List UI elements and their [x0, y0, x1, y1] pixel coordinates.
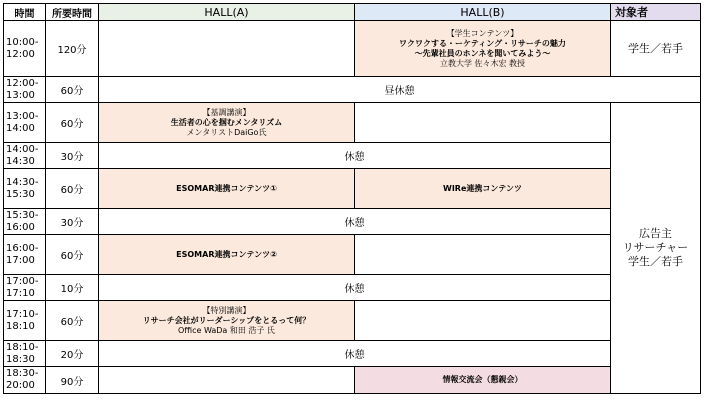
time-end: 12:00 [6, 48, 35, 60]
hall-a-empty-slot [99, 21, 355, 77]
table-row [4, 103, 701, 143]
time-start: 18:10- [6, 341, 39, 353]
session-category: 【学生コンテンツ】 [446, 28, 519, 38]
header-audience: 対象者 [611, 4, 701, 21]
time-cell [4, 103, 46, 143]
time-end: 15:30 [6, 188, 35, 200]
time-start: 15:30- [6, 209, 39, 221]
table-row [4, 21, 701, 77]
break-cell: 休憩 [99, 275, 611, 301]
time-start: 13:00- [6, 110, 39, 122]
duration-cell: 60分 [46, 103, 99, 143]
session-category: 【基調講演】 [202, 107, 251, 117]
table-row [4, 77, 701, 103]
duration-cell: 60分 [46, 77, 99, 103]
session-title: リサーチ会社がリーダーシップをとるって何？ [142, 315, 311, 325]
table-row [4, 235, 701, 275]
table-row [4, 341, 701, 367]
time-end: 16:00 [6, 221, 35, 233]
time-end: 18:30 [6, 353, 35, 365]
time-end: 17:00 [6, 254, 35, 266]
lunch-break: 昼休憩 [99, 77, 701, 103]
audience-line: 学生／若手 [628, 255, 683, 268]
time-start: 16:00- [6, 242, 39, 254]
time-cell [4, 341, 46, 367]
time-end: 13:00 [6, 89, 35, 101]
session-title: ESOMAR連携コンテンツ① [176, 183, 277, 193]
time-start: 17:00- [6, 275, 39, 287]
session-speaker: Office WaDa 和田 浩子 氏 [178, 325, 275, 335]
hall-b-empty-slot [355, 301, 611, 341]
time-start: 10:00- [6, 36, 39, 48]
time-end: 14:00 [6, 122, 35, 134]
time-start: 12:00- [6, 77, 39, 89]
table-row [4, 367, 701, 394]
audience-line: 広告主 [639, 227, 672, 240]
duration-cell: 90分 [46, 367, 99, 394]
header-hall-a: HALL(A) [99, 4, 355, 21]
duration-cell: 30分 [46, 209, 99, 235]
duration-cell: 60分 [46, 301, 99, 341]
session-speaker: メンタリストDaiGo氏 [186, 127, 267, 137]
schedule-grid [3, 3, 701, 394]
networking-session [355, 367, 611, 394]
session-title: WIRe連携コンテンツ [443, 183, 522, 193]
break-cell: 休憩 [99, 143, 611, 169]
time-start: 14:00- [6, 143, 39, 155]
audience-cell: 学生／若手 [611, 21, 701, 77]
session-title: ESOMAR連携コンテンツ② [176, 249, 277, 259]
time-cell [4, 209, 46, 235]
table-row [4, 301, 701, 341]
time-cell [4, 169, 46, 209]
time-cell [4, 301, 46, 341]
hall-b-empty-slot [355, 103, 611, 143]
time-cell [4, 143, 46, 169]
audience-cell [611, 103, 701, 394]
session-subtitle: ～先輩社員のホンネを聞いてみよう～ [414, 48, 551, 58]
hall-a-empty-slot [99, 367, 355, 394]
student-content-session [355, 21, 611, 77]
time-start: 17:10- [6, 308, 39, 320]
duration-cell: 20分 [46, 341, 99, 367]
table-row [4, 169, 701, 209]
time-start: 18:30- [6, 368, 39, 379]
special-lecture-session [99, 301, 355, 341]
duration-cell: 10分 [46, 275, 99, 301]
table-row [4, 209, 701, 235]
time-cell [4, 21, 46, 77]
esomar-session-1 [99, 169, 355, 209]
duration-cell: 60分 [46, 235, 99, 275]
time-cell [4, 77, 46, 103]
table-row [4, 143, 701, 169]
session-title: 情報交流会（懇親会） [442, 375, 523, 384]
duration-cell: 60分 [46, 169, 99, 209]
time-cell [4, 235, 46, 275]
session-title: 生活者の心を掴むメンタリズム [170, 117, 283, 127]
break-cell: 休憩 [99, 209, 611, 235]
session-title: ワクワクする・ーケティング・リサーチの魅力 [399, 38, 566, 48]
esomar-session-2 [99, 235, 355, 275]
time-start: 14:30- [6, 176, 39, 188]
duration-cell: 120分 [46, 21, 99, 77]
wire-session [355, 169, 611, 209]
duration-cell: 30分 [46, 143, 99, 169]
time-end: 17:10 [6, 287, 35, 299]
session-speaker: 立教大学 佐々木宏 教授 [439, 58, 526, 68]
header-hall-b: HALL(B) [355, 4, 611, 21]
hall-b-empty-slot [355, 235, 611, 275]
time-cell [4, 275, 46, 301]
header-time: 時間 [4, 4, 46, 21]
time-cell [4, 367, 46, 394]
audience-line: リサーチャー [622, 241, 689, 254]
break-cell: 休憩 [99, 341, 611, 367]
keynote-session [99, 103, 355, 143]
table-row [4, 275, 701, 301]
header-row [4, 4, 701, 21]
session-category: 【特別講演】 [202, 305, 251, 315]
header-duration: 所要時間 [46, 4, 99, 21]
time-end: 20:00 [6, 380, 35, 391]
time-end: 14:30 [6, 155, 35, 167]
time-end: 18:10 [6, 320, 35, 332]
